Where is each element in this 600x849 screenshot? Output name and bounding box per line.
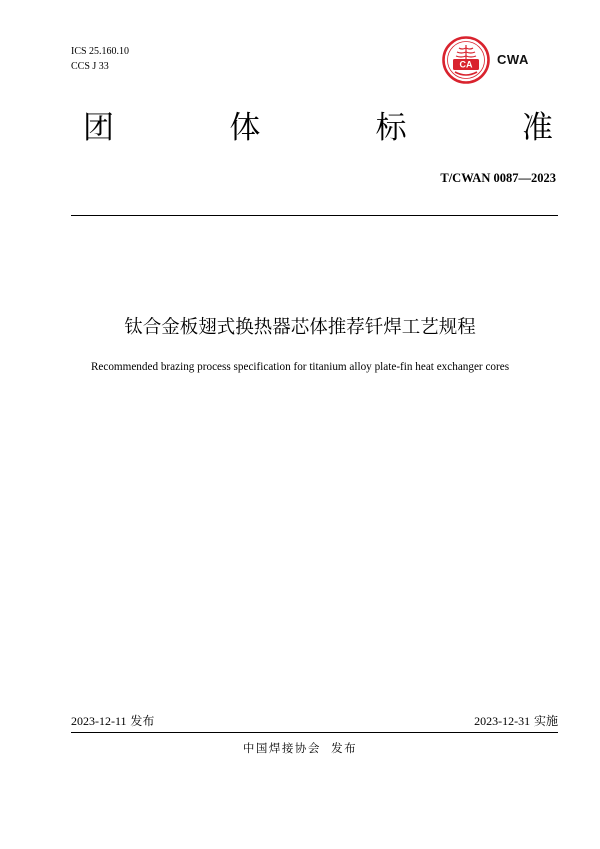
bottom-divider <box>71 732 558 733</box>
cwa-logo-icon <box>442 36 490 84</box>
ics-code: ICS 25.160.10 <box>71 46 130 57</box>
standard-number: T/CWAN 0087—2023 <box>440 171 556 185</box>
issue-date <box>71 713 154 729</box>
doc-type-char-3: 标 <box>375 110 407 146</box>
logo-inner-text: CA <box>459 59 473 70</box>
publisher: 中国焊接协会 发布 <box>242 741 358 755</box>
doc-type-char-2: 体 <box>229 110 261 146</box>
title-chinese: 钛合金板翅式换热器芯体推荐钎焊工艺规程 <box>124 317 476 338</box>
top-divider <box>71 215 558 216</box>
document-type-heading <box>83 108 553 148</box>
doc-type-char-1: 团 <box>83 110 114 146</box>
ccs-code: CCS J 33 <box>71 61 109 72</box>
issue-date-label: 发布 <box>130 714 155 728</box>
title-english: Recommended brazing process specification for titanium alloy plate-fin heat exchanger cores <box>90 361 510 373</box>
doc-type-char-4: 准 <box>521 110 553 146</box>
implementation-date-label: 实施 <box>533 714 558 728</box>
cwa-logo-text: CWA <box>497 52 529 67</box>
implementation-date-value: 2023-12-31 <box>474 714 531 728</box>
implementation-date <box>474 713 558 729</box>
issue-date-value: 2023-12-11 <box>71 714 127 728</box>
